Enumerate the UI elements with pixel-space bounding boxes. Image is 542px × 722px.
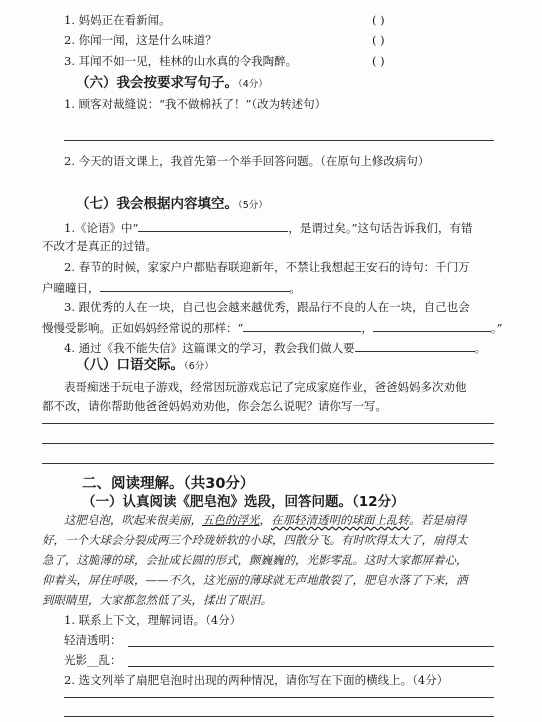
fill-blank-7-4[interactable] <box>355 340 475 352</box>
q7-4-part-a: 4. 通过《我不能失信》这篇课文的学习，教会我们做人要 <box>64 341 355 355</box>
judge-item-1: 1. 妈妈正在看新闻。 <box>64 13 171 27</box>
section8-score: （6分） <box>184 361 214 372</box>
answer-line-8-1[interactable] <box>42 423 494 424</box>
passage-1c: ， <box>259 513 271 527</box>
q7-1-part-a: 1.《论语》中“ <box>64 221 139 235</box>
answer-line-r2-1[interactable] <box>64 697 494 698</box>
q7-3-part-d: 。” <box>490 321 503 335</box>
section7-question-4 <box>64 340 486 355</box>
q7-1-part-c: 不改才是真正的过错。 <box>42 239 157 253</box>
passage-line-5: 到眼睛里，大家都忽然低了头，揉出了眼泪。 <box>42 593 272 607</box>
q7-2-part-a: 2. 春节的时候，家家户户都贴春联迎新年，不禁让我想起王安石的诗句：千门万 <box>64 260 470 274</box>
q7-3-part-b: 慢慢受影响。正如妈妈经常说的那样：“ <box>42 321 244 335</box>
answer-line-8-2[interactable] <box>42 443 494 444</box>
passage-line-2: 好，一个大球会分裂成两三个玲珑娇软的小球，四散分飞。有时吹得太大了，扇得太 <box>42 533 468 547</box>
passage-1e: 。若是扇得 <box>409 513 467 527</box>
fill-blank-7-1[interactable] <box>138 220 288 232</box>
q7-4-part-b: 。 <box>474 341 487 355</box>
section8-body-2: 都不改，请你帮助他爸爸妈妈劝劝他，你会怎么说呢？请你写一写。 <box>42 399 387 413</box>
judge-item-2: 2. 你闻一闻，这是什么味道？ <box>64 33 217 47</box>
judge-paren-3[interactable]: ( ) <box>372 54 385 68</box>
answer-line-8-3[interactable] <box>42 463 494 464</box>
word-1-answer-line[interactable] <box>128 646 494 647</box>
reading-question-2: 2. 选文列举了扇肥皂泡时出现的两种情况，请你写在下面的横线上。（4分） <box>64 673 449 687</box>
section6-title: （六）我会按要求写句子。 <box>76 75 238 91</box>
part2-title: 二、阅读理解。（共30分） <box>82 476 255 492</box>
section6-heading <box>76 76 268 92</box>
section6-question-2: 2. 今天的语文课上，我首先第一个举手回答问题。（在原句上修改病句） <box>64 154 430 168</box>
passage-line-1 <box>64 513 467 527</box>
section8-title: （八）口语交际。 <box>76 357 184 373</box>
passage-line-4: 仰着头，屏住呼吸，——不久，这光丽的薄球就无声地散裂了，肥皂水落了下来，洒 <box>42 573 468 587</box>
section7-question-1 <box>64 220 473 235</box>
fill-blank-7-3a[interactable] <box>243 320 361 332</box>
word-2-answer-line[interactable] <box>128 666 494 667</box>
fill-blank-7-2[interactable] <box>100 280 290 292</box>
section6-question-1: 1. 顾客对裁缝说：“我不做棉袄了！”（改为转述句） <box>64 97 327 111</box>
q7-2-part-b: 户曈曈日， <box>42 281 100 295</box>
section7-question-2-cont <box>42 280 301 295</box>
passage-line-3: 急了，这脆薄的球，会扯成长圆的形式，颤巍巍的，光影零乱。这时大家都屏着心， <box>42 553 468 567</box>
q7-3-part-c: ， <box>361 321 373 335</box>
section7-heading <box>76 197 268 213</box>
judge-paren-2[interactable]: ( ) <box>372 33 385 47</box>
passage-heading: （一）认真阅读《肥皂泡》选段，回答问题。（12分） <box>82 494 405 510</box>
q7-2-part-c: 。 <box>289 281 301 295</box>
judge-item-3: 3. 耳闻不如一见，桂林的山水真的令我陶醉。 <box>64 54 298 68</box>
section8-body-1: 表哥痴迷于玩电子游戏，经常因玩游戏忘记了完成家庭作业，爸爸妈妈多次劝他 <box>64 380 467 394</box>
answer-line-6-1[interactable] <box>64 140 494 141</box>
section7-question-3-cont <box>42 320 503 335</box>
q7-3-part-a: 3. 跟优秀的人在一块，自己也会越来越优秀，跟品行不良的人在一块，自己也会 <box>64 300 470 314</box>
passage-underlined: 五色的浮光 <box>202 513 260 527</box>
section7-title: （七）我会根据内容填空。 <box>76 196 238 212</box>
answer-line-r2-2[interactable] <box>64 716 494 717</box>
section6-score: （4分） <box>238 79 268 90</box>
section7-score: （5分） <box>238 200 268 211</box>
judge-paren-1[interactable]: ( ) <box>372 13 385 27</box>
section8-heading <box>76 358 214 374</box>
passage-1a: 这肥皂泡，吹起来很美丽， <box>64 513 202 527</box>
passage-wavy: 在那轻清透明的球面上乱转 <box>271 513 409 527</box>
word-2-label: 光影__乱： <box>64 653 122 667</box>
q7-1-part-b: ，是谓过矣。”这句话告诉我们，有错 <box>288 221 473 235</box>
fill-blank-7-3b[interactable] <box>373 320 491 332</box>
word-1-label: 轻清透明： <box>64 633 122 647</box>
reading-question-1: 1. 联系上下文，理解词语。（4分） <box>64 613 242 627</box>
